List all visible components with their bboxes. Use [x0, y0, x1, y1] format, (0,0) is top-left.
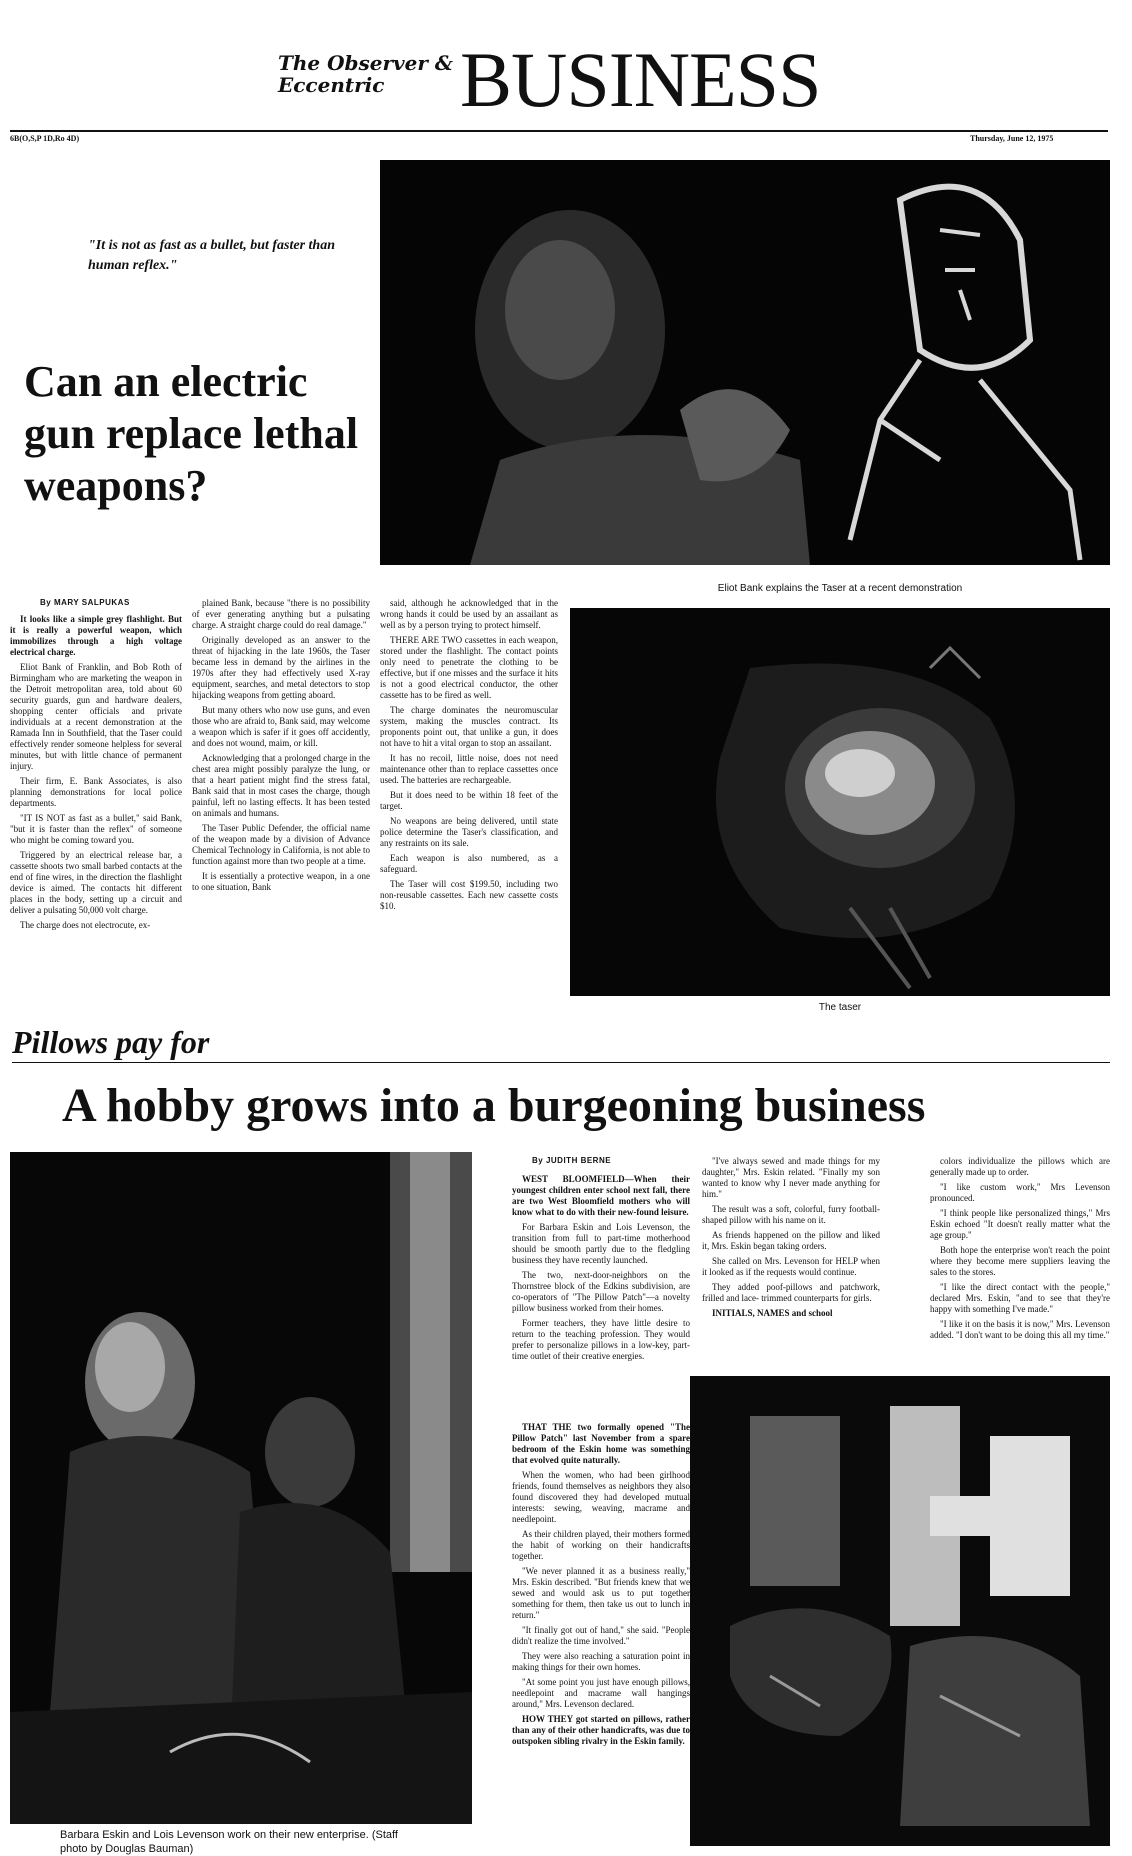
paragraph: Acknowledging that a prolonged charge in the chest area might possibly paralyze the lung, or that a heart patient might find the stress fatal, Bank said that in most cases the charge, though painful, left no lasting effects. It has been tested on animals and humans.: [192, 753, 370, 818]
paragraph: "I've always sewed and made things for my daughter," Mrs. Eskin related. "Finally my son wanted to know why I never made anything for him.": [702, 1156, 880, 1199]
paragraph: Eliot Bank of Franklin, and Bob Roth of Birmingham who are marketing the weapon in the Detroit metropolitan area, told about 60 security guards, gun and hardware dealers, shopping center officials and private individuals at a recent demonstration at the Ramada Inn in Southfield, that the Taser could effectively render someone helpless for several minutes, but with little chance of permanent injury.: [10, 662, 182, 771]
photo-caption: Eliot Bank explains the Taser at a recent demonstration: [717, 583, 963, 594]
paragraph: The Taser will cost $199.50, including two non-reusable cassettes. Each new cassette costs $10.: [380, 879, 558, 911]
paragraph: THAT THE two formally opened "The Pillow Patch" last November from a spare bedroom of the Eskin home was something that evolved quite naturally.: [512, 1422, 690, 1465]
paragraph: They were also reaching a saturation point in making things for their own homes.: [512, 1651, 690, 1672]
story-byline: By MARY SALPUKAS: [40, 598, 130, 607]
paragraph: "At some point you just have enough pillows, needlepoint and macrame wall hangings around," Mrs. Levenson declared.: [512, 1677, 690, 1709]
paragraph: plained Bank, because "there is no possibility of ever generating anything but a pulsating charge. A straight charge could do real damage.": [192, 598, 370, 630]
paragraph: Both hope the enterprise won't reach the point where they become mere suppliers leaving the sales to the stores.: [930, 1245, 1110, 1277]
paragraph: WEST BLOOMFIELD—When their youngest children enter school next fall, there are two West Bloomfield mothers who will know what to do with their new-found leisure.: [512, 1174, 690, 1217]
paragraph: The charge dominates the neuromuscular system, making the muscles contract. Its proponents point out, that unlike a gun, it does not have to hit a vital organ to stop an assailant.: [380, 705, 558, 748]
paragraph: But many others who now use guns, and even those who are afraid to, Bank said, may welcome a weapon which is safer if it goes off accidently, and does not wound, maim, or kill.: [192, 705, 370, 748]
story-headline: A hobby grows into a burgeoning business: [62, 1079, 926, 1132]
paragraph: No weapons are being delivered, until state police determine the Taser's classification, and any restraints on its sale.: [380, 816, 558, 848]
paragraph: "It finally got out of hand," she said. "People didn't realize the time involved.": [512, 1625, 690, 1646]
photo-caption: Barbara Eskin and Lois Levenson work on their new enterprise. (Staff photo by Douglas Bauman): [60, 1829, 398, 1855]
photo-caption: The taser: [818, 1002, 862, 1013]
paragraph: As their children played, their mothers formed the habit of working on their handicrafts together.: [512, 1529, 690, 1561]
pillow-products-photo: [690, 1376, 1110, 1846]
paragraph: The result was a soft, colorful, furry football-shaped pillow with his name on it.: [702, 1204, 880, 1225]
paragraph: For Barbara Eskin and Lois Levenson, the transition from full to part-time motherhood should be smooth partly due to the fledgling business they have recently launched.: [512, 1222, 690, 1265]
paragraph: "IT IS NOT as fast as a bullet," said Bank, "but it is faster than the reflex" of someone who might be coming toward you.: [10, 813, 182, 845]
paragraph: INITIALS, NAMES and school: [712, 1308, 833, 1318]
paragraph: It is essentially a protective weapon, in a one to one situation, Bank: [192, 871, 370, 892]
story-column-3: [930, 1156, 1110, 1345]
paragraph: "I like the direct contact with the people," declared Mrs. Eskin, "and to see that they're happy with something I've made.": [930, 1282, 1110, 1314]
paragraph: When the women, who had been girlhood friends, found themselves as neighbors they also found discovered they had developed mutual interests: sewing, weaving, macrame and needlepoint.: [512, 1470, 690, 1524]
paragraph: She called on Mrs. Levenson for HELP when it looked as if the requests would continue.: [702, 1256, 880, 1277]
paragraph: said, although he acknowledged that in the wrong hands it could be used by an assailant as well as by a person trying to protect himself.: [380, 598, 558, 630]
paragraph: "We never planned it as a business really," Mrs. Eskin described. "But friends knew that we sewed and would ask us to put together something for them, then take us out to lunch in return.": [512, 1566, 690, 1620]
story-column-2: [702, 1156, 880, 1323]
pull-quote: "It is not as fast as a bullet, but faster than human reflex.": [88, 238, 335, 273]
paragraph: HOW THEY got started on pillows, rather than any of their other handicrafts, was due to outspoken sibling rivalry in the Eskin family.: [512, 1714, 690, 1746]
story-headline: Can an electric gun replace lethal weapons?: [24, 357, 359, 510]
newspaper-nameplate: The Observer & Eccentric: [278, 51, 453, 97]
paragraph: The charge does not electrocute, ex-: [20, 920, 151, 930]
issue-date: Thursday, June 12, 1975: [970, 134, 1054, 143]
paragraph: The Taser Public Defender, the official name of the weapon made by a division of Advance Chemical Technology in California, is not able to function against more than two people at a time.: [192, 823, 370, 866]
story-column-1: [512, 1174, 690, 1366]
paragraph: The two, next-door-neighbors on the Thornstree block of the Edkins subdivision, are co-operators of "The Pillow Patch"—a novelty pillow business worked from their homes.: [512, 1270, 690, 1313]
story-column-1-continued: [512, 1422, 690, 1751]
paragraph: Originally developed as an answer to the threat of hijacking in the late 1960s, the Taser became less in demand by the airlines in the 1970s after they had effectively used X-ray equipment, searches, and metal detectors to stop hijacking weapons from getting aboard.: [192, 635, 370, 700]
paragraph: As friends happened on the pillow and liked it, Mrs. Eskin began taking orders.: [702, 1230, 880, 1251]
story-kicker: Pillows pay for: [12, 1024, 210, 1060]
masthead-rule: [10, 130, 1108, 132]
section-rule: [12, 1062, 1110, 1063]
paragraph: Former teachers, they have little desire to return to the teaching profession. They would prefer to personalize pillows in a low-key, part-time outlet of their creative energies.: [512, 1318, 690, 1361]
paragraph: "I think people like personalized things," Mrs Eskin echoed "It doesn't really matter what the age group.": [930, 1208, 1110, 1240]
folio-code: 6B(O,S,P 1D,Ro 4D): [10, 134, 80, 143]
paragraph: "I like it on the basis it is now," Mrs. Levenson added. "I don't want to be doing this all my time.": [930, 1319, 1110, 1340]
story-column-1: [10, 614, 182, 935]
story-column-2: [192, 598, 370, 897]
paragraph: But it does need to be within 18 feet of the target.: [380, 790, 558, 811]
paragraph: "I like custom work," Mrs Levenson pronounced.: [930, 1182, 1110, 1203]
story-column-3: [380, 598, 558, 916]
pillow-makers-photo: [10, 1152, 472, 1824]
paragraph: They added poof-pillows and patchwork, frilled and lace- trimmed counterparts for girls.: [702, 1282, 880, 1303]
paragraph: Triggered by an electrical release bar, a cassette shoots two small barbed contacts at the end of fine wires, in the direction the flashlight device is aimed. The contacts hit different places in the body, setting up a circuit and deliver a pulsating 50,000 volt charge.: [10, 850, 182, 915]
story-byline: By JUDITH BERNE: [532, 1156, 612, 1165]
paragraph: It looks like a simple grey flashlight. But it is really a powerful weapon, which immobilizes through a high voltage electrical charge.: [10, 614, 182, 657]
taser-demo-photo: [380, 160, 1110, 565]
paragraph: colors individualize the pillows which are generally made up to order.: [930, 1156, 1110, 1177]
paragraph: Each weapon is also numbered, as a safeguard.: [380, 853, 558, 874]
taser-closeup-photo: [570, 608, 1110, 996]
section-title: BUSINESS: [460, 36, 821, 123]
paragraph: It has no recoil, little noise, does not need maintenance other than to replace cassettes once used. The batteries are rechargeable.: [380, 753, 558, 785]
paragraph: Their firm, E. Bank Associates, is also planning demonstrations for local police departments.: [10, 776, 182, 808]
paragraph: THERE ARE TWO cassettes in each weapon, stored under the flashlight. The contact points only need to penetrate the clothing to be effective, but if one misses and the surface it hits is not a good electrical conductor, the other cassette has to be fired as well.: [380, 635, 558, 700]
